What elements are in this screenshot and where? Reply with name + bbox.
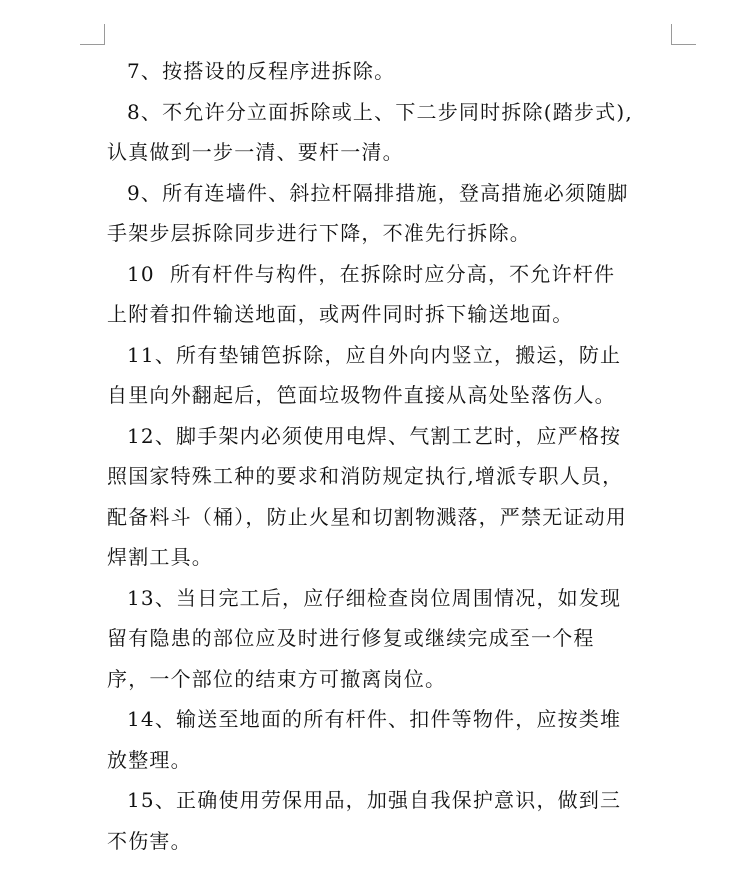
text-line: 14、输送至地面的所有杆件、扣件等物件，应按类堆 xyxy=(127,707,622,731)
text-line: 序，一个部位的结束方可撤离岗位。 xyxy=(107,666,447,691)
document-body xyxy=(107,51,669,861)
paragraph-9 xyxy=(107,173,669,254)
text-line: 11、所有垫铺笆拆除，应自外向内竖立，搬运，防止 xyxy=(127,342,622,367)
text-line: 焊割工具。 xyxy=(107,545,213,569)
text-line: 认真做到一步一清、要杆一清。 xyxy=(107,140,404,164)
paragraph-13 xyxy=(107,578,669,700)
text-line: 7、按搭设的反程序进拆除。 xyxy=(127,59,396,83)
paragraph-15 xyxy=(107,780,669,861)
paragraph-12 xyxy=(107,416,669,578)
text-line: 9、所有连墙件、斜拉杆隔排措施，登高措施必须随脚 xyxy=(127,180,629,205)
text-line: 照国家特殊工种的要求和消防规定执行,增派专职人员， xyxy=(107,464,624,488)
paragraph-14 xyxy=(107,699,669,780)
text-line: 放整理。 xyxy=(107,747,192,772)
text-line: 8、不允许分立面拆除或上、下二步同时拆除(踏步式), xyxy=(127,99,633,124)
text-line: 留有隐患的部位应及时进行修复或继续完成至一个程 xyxy=(107,626,595,650)
text-line: 13、当日完工后，应仔细检查岗位周围情况，如发现 xyxy=(127,585,622,610)
text-line: 12、脚手架内必须使用电焊、气割工艺时，应严格按 xyxy=(127,423,622,448)
paragraph-7 xyxy=(107,51,669,92)
text-line: 配备料斗（桶），防止火星和切割物溅落，严禁无证动用 xyxy=(107,504,627,529)
text-line: 10 所有杆件与构件，在拆除时应分高，不允许杆件 xyxy=(127,261,616,286)
text-line: 不伤害。 xyxy=(107,828,192,853)
paragraph-10 xyxy=(107,254,669,335)
crop-mark-top-right xyxy=(671,24,696,45)
paragraph-8 xyxy=(107,92,669,173)
text-line: 上附着扣件输送地面，或两件同时拆下输送地面。 xyxy=(107,302,574,326)
crop-mark-top-left xyxy=(80,24,105,45)
text-line: 自里向外翻起后，笆面垃圾物件直接从高处坠落伤人。 xyxy=(107,383,616,407)
text-line: 手架步层拆除同步进行下降，不准先行拆除。 xyxy=(107,221,531,245)
text-line: 15、正确使用劳保用品，加强自我保护意识，做到三 xyxy=(127,788,622,812)
paragraph-11 xyxy=(107,335,669,416)
